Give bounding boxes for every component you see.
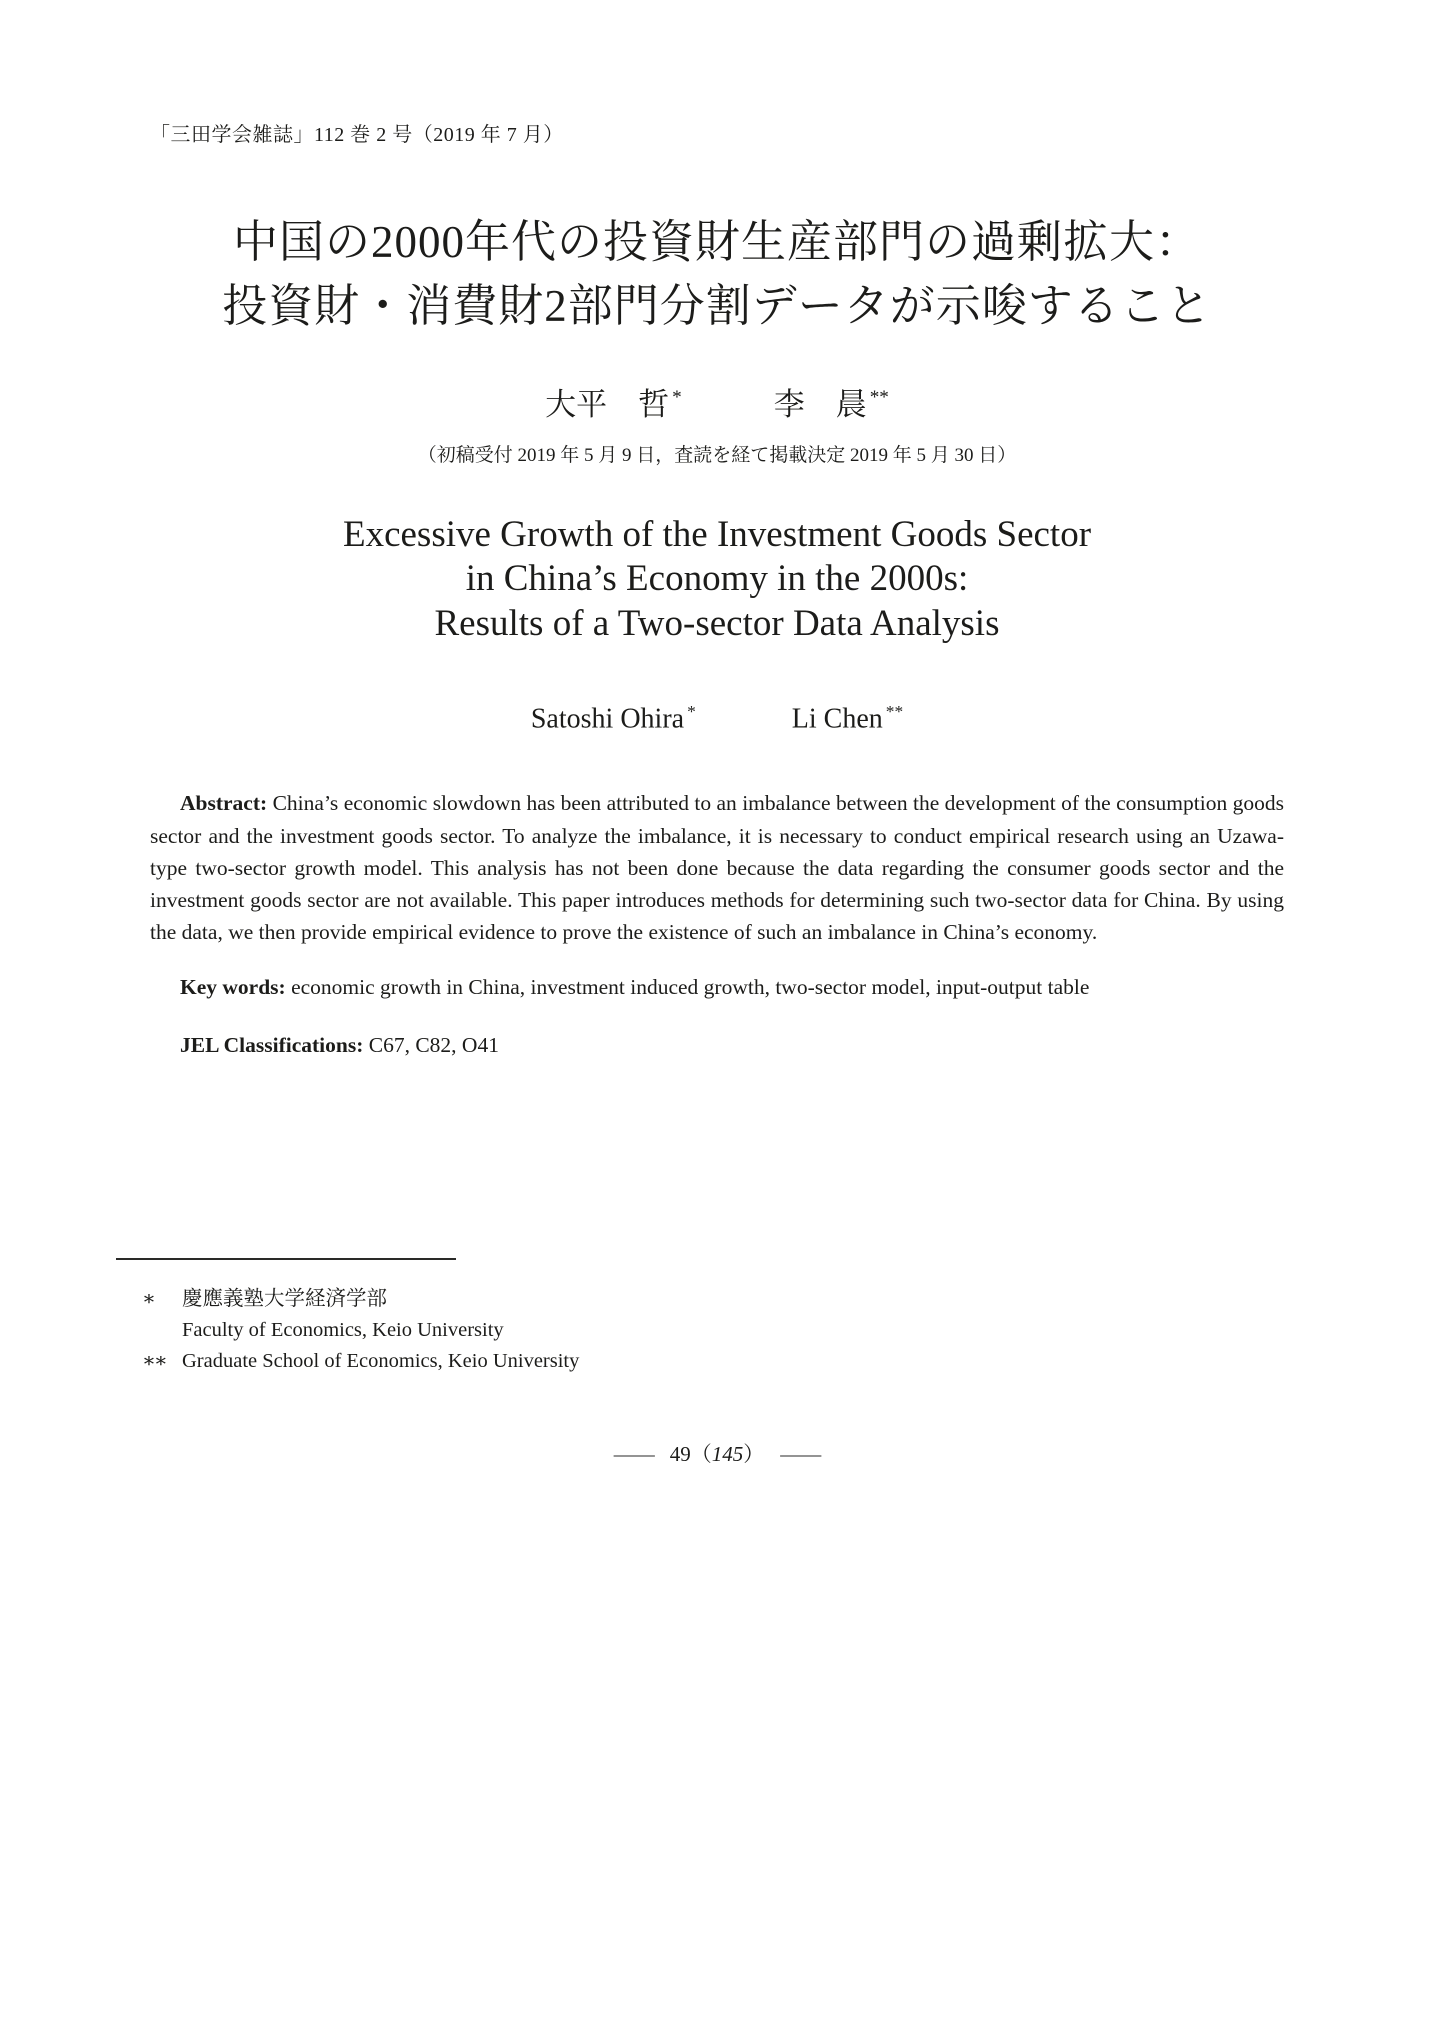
author-name-japanese-2: 李 晨 bbox=[773, 386, 867, 422]
footnote-text-affiliation-2: Graduate School of Economics, Keio University bbox=[182, 1349, 580, 1372]
footnote-row bbox=[142, 1346, 1284, 1377]
footnote-row bbox=[150, 1315, 1284, 1346]
author-mark-english-1: * bbox=[687, 701, 696, 721]
keywords-text: economic growth in China, investment induced growth, two-sector model, input-output table bbox=[291, 974, 1090, 999]
jel-paragraph bbox=[150, 1029, 1284, 1061]
paper-title-english-line3: Results of a Two-sector Data Analysis bbox=[434, 602, 1000, 644]
page-number-open-paren: （ bbox=[690, 1442, 712, 1466]
paper-title-english-line1: Excessive Growth of the Investment Goods Sector bbox=[342, 513, 1092, 555]
authors-japanese bbox=[150, 379, 1284, 424]
jel-label: JEL Classifications: bbox=[180, 1032, 364, 1057]
keywords-paragraph bbox=[150, 971, 1284, 1003]
jel-text: C67, C82, O41 bbox=[368, 1032, 499, 1057]
keywords-label: Key words: bbox=[180, 974, 286, 999]
abstract-text: China’s economic slowdown has been attributed to an imbalance between the development of the consumption goods sector and the investment goods sector. To analyze the imbalance, it is necessary to conduct empirical research using an Uzawa-type two-sector growth model. This analysis has not been done because the data regarding the consumer goods sector and the investment goods sector are not available. This paper introduces methods for determining such two-sector data for China. By using the data, we then provide empirical evidence to prove the existence of such an imbalance in China’s economy. bbox=[150, 791, 1284, 945]
paper-title-english-line2: in China’s Economy in the 2000s: bbox=[465, 558, 969, 600]
page-number-alt-value: 145 bbox=[711, 1442, 744, 1466]
paper-title-english bbox=[150, 513, 1284, 646]
page-number-rule-left: —— bbox=[613, 1442, 654, 1466]
page-number-rule-right: —— bbox=[780, 1442, 821, 1466]
author-mark-english-2: ** bbox=[885, 701, 904, 721]
author-mark-2: ** bbox=[869, 387, 889, 409]
authors-english bbox=[150, 702, 1284, 735]
paper-title-japanese-line2: 投資財・消費財2部門分割データが示唆すること bbox=[222, 280, 1212, 331]
page-number-close-paren: ） bbox=[743, 1442, 765, 1466]
abstract-paragraph bbox=[150, 787, 1284, 948]
page-number bbox=[0, 1438, 1434, 1468]
footnote-rule bbox=[116, 1258, 456, 1260]
footnote-mark-2: ∗∗ bbox=[142, 1349, 166, 1372]
page-number-value: 49 bbox=[669, 1442, 691, 1466]
author-name-english-2: Li Chen bbox=[791, 703, 883, 735]
footnote-row bbox=[142, 1284, 1284, 1315]
journal-header: 「三田学会雑誌」112 巻 2 号（2019 年 7 月） bbox=[150, 124, 564, 146]
footnotes-block bbox=[142, 1258, 1284, 1376]
submission-note: （初稿受付 2019 年 5 月 9 日，査読を経て掲載決定 2019 年 5 月 30 日） bbox=[417, 444, 1017, 466]
author-name-japanese-1: 大平 哲 bbox=[545, 386, 670, 422]
footnote-mark-1: ∗ bbox=[142, 1288, 154, 1310]
abstract-label: Abstract: bbox=[180, 791, 268, 816]
author-name-english-1: Satoshi Ohira bbox=[530, 703, 685, 735]
footnote-text-affiliation-en: Faculty of Economics, Keio University bbox=[182, 1318, 504, 1341]
footnote-text-affiliation-ja: 慶應義塾大学経済学部 bbox=[182, 1288, 387, 1310]
paper-title-japanese bbox=[150, 211, 1284, 339]
author-mark-1: * bbox=[672, 387, 682, 409]
footnote-mark-empty bbox=[142, 1315, 182, 1346]
paper-title-japanese-line1: 中国の2000年代の投資財生産部門の過剰拡大： bbox=[232, 217, 1201, 267]
